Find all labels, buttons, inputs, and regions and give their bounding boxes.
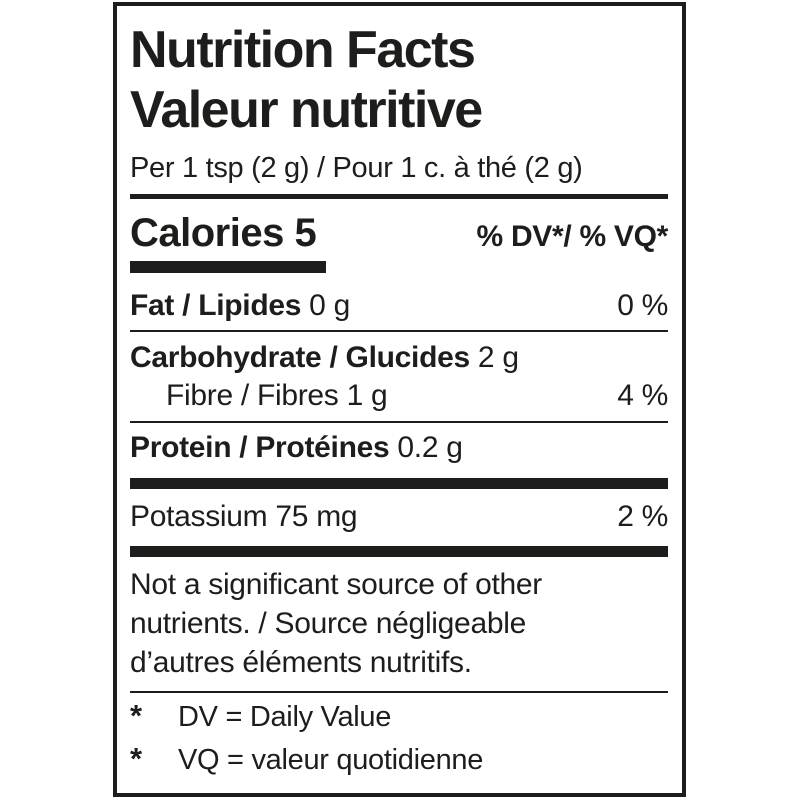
footnote-dv — [130, 697, 668, 736]
daily-value-header: % DV*/ % VQ* — [476, 220, 668, 253]
rule-above-footnotes — [130, 691, 668, 693]
asterisk-marker: * — [130, 741, 142, 776]
asterisk-marker: * — [130, 698, 142, 733]
footnote-vq — [130, 740, 668, 779]
footnote-vq-text: VQ = valeur quotidienne — [178, 744, 484, 776]
footnote-dv-text: DV = Daily Value — [178, 701, 392, 733]
calories-header-row — [130, 211, 668, 256]
note-line-2: nutrients. / Source négligeable — [130, 607, 526, 640]
carbohydrate-label: Carbohydrate / Glucides 2 g — [130, 341, 519, 374]
separator-bar-below-potassium — [130, 546, 668, 557]
potassium-dv: 2 % — [617, 500, 668, 533]
insignificant-source-note — [130, 565, 668, 682]
nutrient-row-potassium — [130, 498, 668, 536]
protein-label: Protein / Protéines 0.2 g — [130, 431, 463, 464]
title-english: Nutrition Facts — [130, 21, 475, 79]
rule-below-serving — [130, 194, 668, 199]
rule-below-fibre — [130, 421, 668, 423]
separator-bar-above-potassium — [130, 478, 668, 489]
nutrient-row-fat — [130, 287, 668, 325]
calories-value: Calories 5 — [130, 211, 317, 255]
nutrient-row-protein — [130, 429, 668, 467]
calories-underline-bar — [130, 261, 326, 273]
fat-dv: 0 % — [617, 289, 668, 322]
serving-size-line: Per 1 tsp (2 g) / Pour 1 c. à thé (2 g) — [130, 152, 583, 184]
note-line-3: d’autres éléments nutritifs. — [130, 646, 472, 679]
fibre-label: Fibre / Fibres 1 g — [166, 379, 388, 412]
nutrient-row-carbohydrate — [130, 339, 668, 377]
rule-below-fat — [130, 330, 668, 332]
nutrient-row-fibre — [130, 377, 668, 415]
potassium-label: Potassium 75 mg — [130, 500, 358, 533]
note-line-1: Not a significant source of other — [130, 568, 542, 601]
title-french: Valeur nutritive — [130, 81, 482, 139]
fat-label: Fat / Lipides 0 g — [130, 289, 350, 322]
nutrition-facts-table — [113, 2, 686, 797]
fibre-dv: 4 % — [617, 379, 668, 412]
